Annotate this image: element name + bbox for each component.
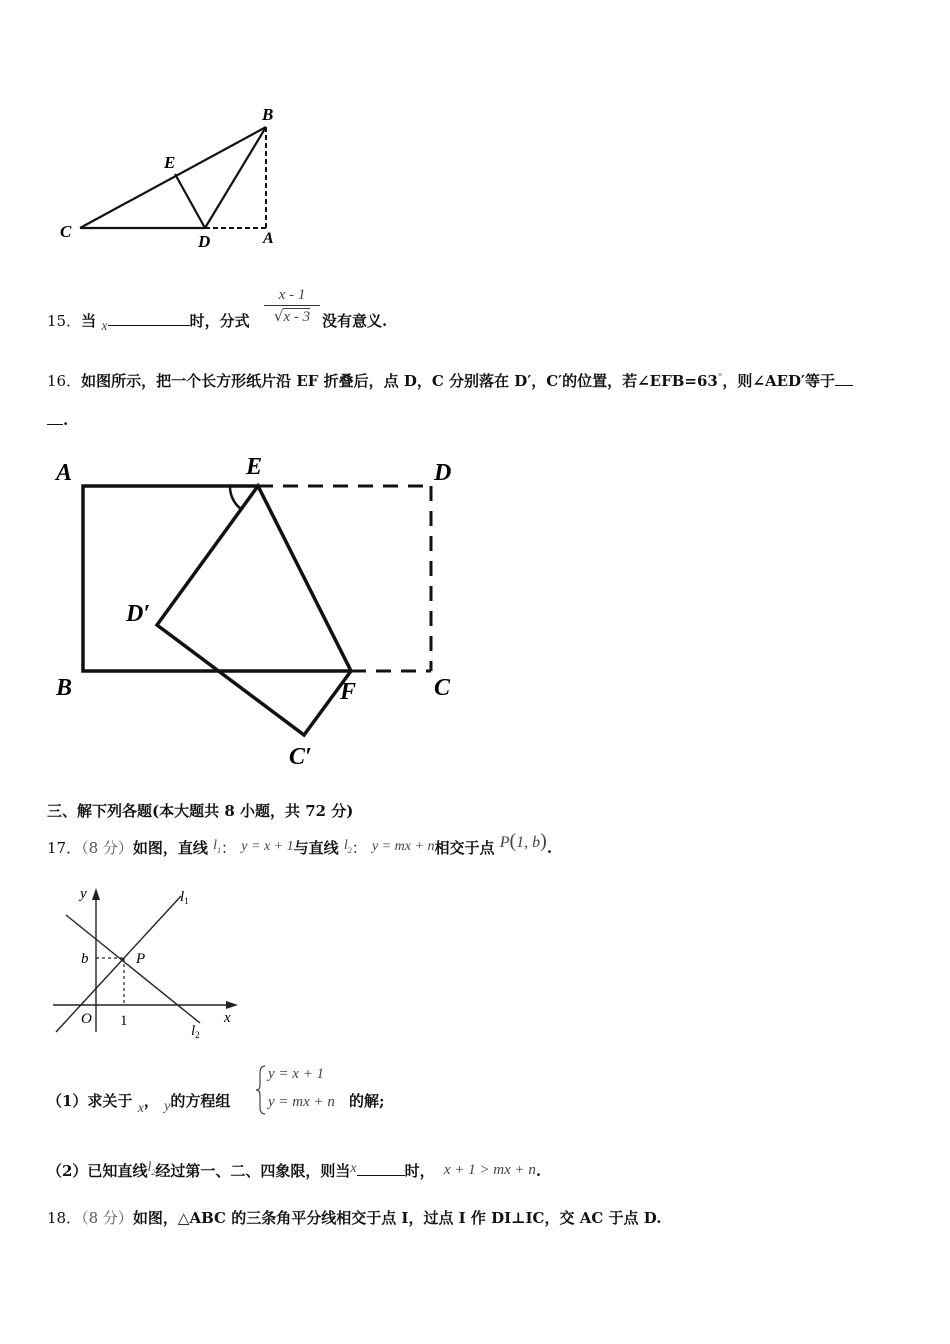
label-b: B bbox=[56, 675, 73, 701]
q17-eq-2: y = mx + n bbox=[372, 839, 435, 854]
q17-2-x: x bbox=[350, 1161, 357, 1176]
q15-var-x: x bbox=[101, 319, 108, 334]
q17-1-y: y bbox=[164, 1099, 171, 1114]
q17-2-text-2: 时， bbox=[404, 1162, 435, 1180]
q16-number: 16． bbox=[47, 372, 82, 390]
q15-text-2: 时，分式 bbox=[189, 312, 250, 330]
label-f: F bbox=[340, 679, 357, 705]
q15-number: 15． bbox=[47, 312, 82, 330]
q16-line-2 bbox=[47, 411, 68, 429]
q16-degree: ° bbox=[717, 373, 723, 383]
q15-fraction-bar bbox=[264, 305, 320, 306]
q15-text-1: 当 bbox=[81, 312, 97, 330]
segment-bd bbox=[205, 127, 266, 228]
q17-point: P(1, b) bbox=[499, 830, 547, 852]
q17-text-3: 相交于点 bbox=[434, 839, 495, 857]
question-16 bbox=[47, 370, 853, 391]
q17-text-1: 如图，直线 bbox=[132, 839, 208, 857]
q17-1-text-2: 的解; bbox=[349, 1092, 385, 1110]
q15-fraction bbox=[264, 286, 320, 326]
label-a: A bbox=[263, 230, 274, 247]
question-17 bbox=[47, 830, 553, 859]
label-c-prime: C′ bbox=[289, 744, 312, 770]
question-18 bbox=[47, 1207, 661, 1228]
q17-score: （8 分） bbox=[81, 839, 133, 857]
y-axis-arrow-icon bbox=[92, 888, 100, 900]
label-e: E bbox=[246, 454, 263, 480]
q17-part-2 bbox=[47, 1160, 541, 1182]
q17-end: . bbox=[546, 839, 553, 857]
label-one: 1 bbox=[120, 1013, 128, 1029]
q17-2-text-1: 经过第一、二、四象限，则当 bbox=[155, 1162, 351, 1180]
q17-2-l2: $l_2$ bbox=[147, 1160, 156, 1177]
q17-1-eq-b: y = mx + n bbox=[268, 1094, 335, 1110]
label-e: E bbox=[164, 153, 176, 172]
section-3-heading: 三、解下列各题(本大题共 8 小题，共 72 分) bbox=[47, 802, 354, 820]
q16-answer-blank-2 bbox=[47, 424, 63, 425]
triangle-figure bbox=[50, 100, 290, 260]
q18-score: （8 分） bbox=[81, 1209, 133, 1227]
folded-rectangle-figure bbox=[40, 448, 480, 778]
q17-colon-1: ： bbox=[221, 839, 237, 857]
q17-text-2: 与直线 bbox=[293, 839, 339, 857]
label-y: y bbox=[80, 886, 87, 902]
label-p: P bbox=[136, 951, 146, 967]
folded-flap bbox=[157, 486, 351, 735]
line-l2 bbox=[66, 915, 200, 1023]
q18-number: 18． bbox=[47, 1209, 82, 1227]
q17-part-1 bbox=[47, 1090, 231, 1116]
label-d-prime: D′ bbox=[126, 601, 151, 627]
x-axis-arrow-icon bbox=[226, 1001, 238, 1009]
question-15 bbox=[47, 310, 250, 334]
q16-text: 如图所示，把一个长方形纸片沿 EF 折叠后，点 D，C 分别落在 D′，C′的位置，若∠EFB=63 bbox=[81, 372, 718, 390]
q17-l1: $l_1$ bbox=[213, 838, 222, 855]
segment-cb bbox=[80, 127, 266, 228]
q15-denominator-wrap bbox=[264, 307, 320, 326]
label-c: C bbox=[60, 222, 72, 241]
label-a: A bbox=[56, 460, 73, 486]
q17-1-label: （1）求关于 bbox=[47, 1092, 133, 1110]
brace-icon bbox=[256, 1065, 264, 1115]
q17-1-eq-a: y = x + 1 bbox=[268, 1066, 325, 1082]
angle-arc bbox=[230, 486, 241, 509]
q16-text-2: ，则∠AED′等于 bbox=[722, 372, 835, 390]
q15-denominator: x - 3 bbox=[283, 309, 311, 325]
q17-2-end: . bbox=[535, 1162, 542, 1180]
q15-numerator: x - 1 bbox=[278, 287, 306, 303]
q15-answer-blank bbox=[108, 325, 190, 326]
q16-answer-blank-1 bbox=[835, 385, 853, 386]
label-d: D bbox=[434, 460, 452, 486]
q16-end: . bbox=[63, 411, 69, 429]
coordinate-graph-figure bbox=[48, 880, 248, 1040]
q17-2-label: （2）已知直线 bbox=[47, 1162, 148, 1180]
label-b: b bbox=[81, 951, 89, 967]
q17-number: 17． bbox=[47, 839, 82, 857]
label-l1: $l_1$ bbox=[180, 889, 189, 906]
q17-eq-1: y = x + 1 bbox=[241, 839, 294, 854]
segment-ed bbox=[175, 174, 205, 228]
label-b: B bbox=[262, 105, 274, 124]
q17-2-answer-blank bbox=[357, 1175, 405, 1176]
label-o: O bbox=[81, 1011, 92, 1027]
sqrt-icon: √ bbox=[273, 307, 284, 325]
q15-text-3: 没有意义. bbox=[322, 312, 388, 330]
rect-left-solid bbox=[83, 486, 351, 671]
q17-2-inequality: x + 1 > mx + n bbox=[443, 1162, 536, 1178]
q17-l2: $l_2$ bbox=[343, 838, 352, 855]
q17-1-comma: ， bbox=[143, 1092, 159, 1110]
label-c: C bbox=[434, 675, 451, 701]
q17-colon-2: ： bbox=[351, 839, 367, 857]
line-l1 bbox=[56, 896, 181, 1032]
label-d: D bbox=[198, 232, 211, 251]
label-l2: $l_2$ bbox=[191, 1023, 200, 1040]
q17-1-x: x bbox=[137, 1101, 144, 1116]
q17-1-text-1: 的方程组 bbox=[170, 1092, 231, 1110]
label-x: x bbox=[224, 1010, 231, 1026]
q18-text: 如图，△ABC 的三条角平分线相交于点 I，过点 I 作 DI⊥IC，交 AC 于点 D. bbox=[132, 1209, 662, 1227]
